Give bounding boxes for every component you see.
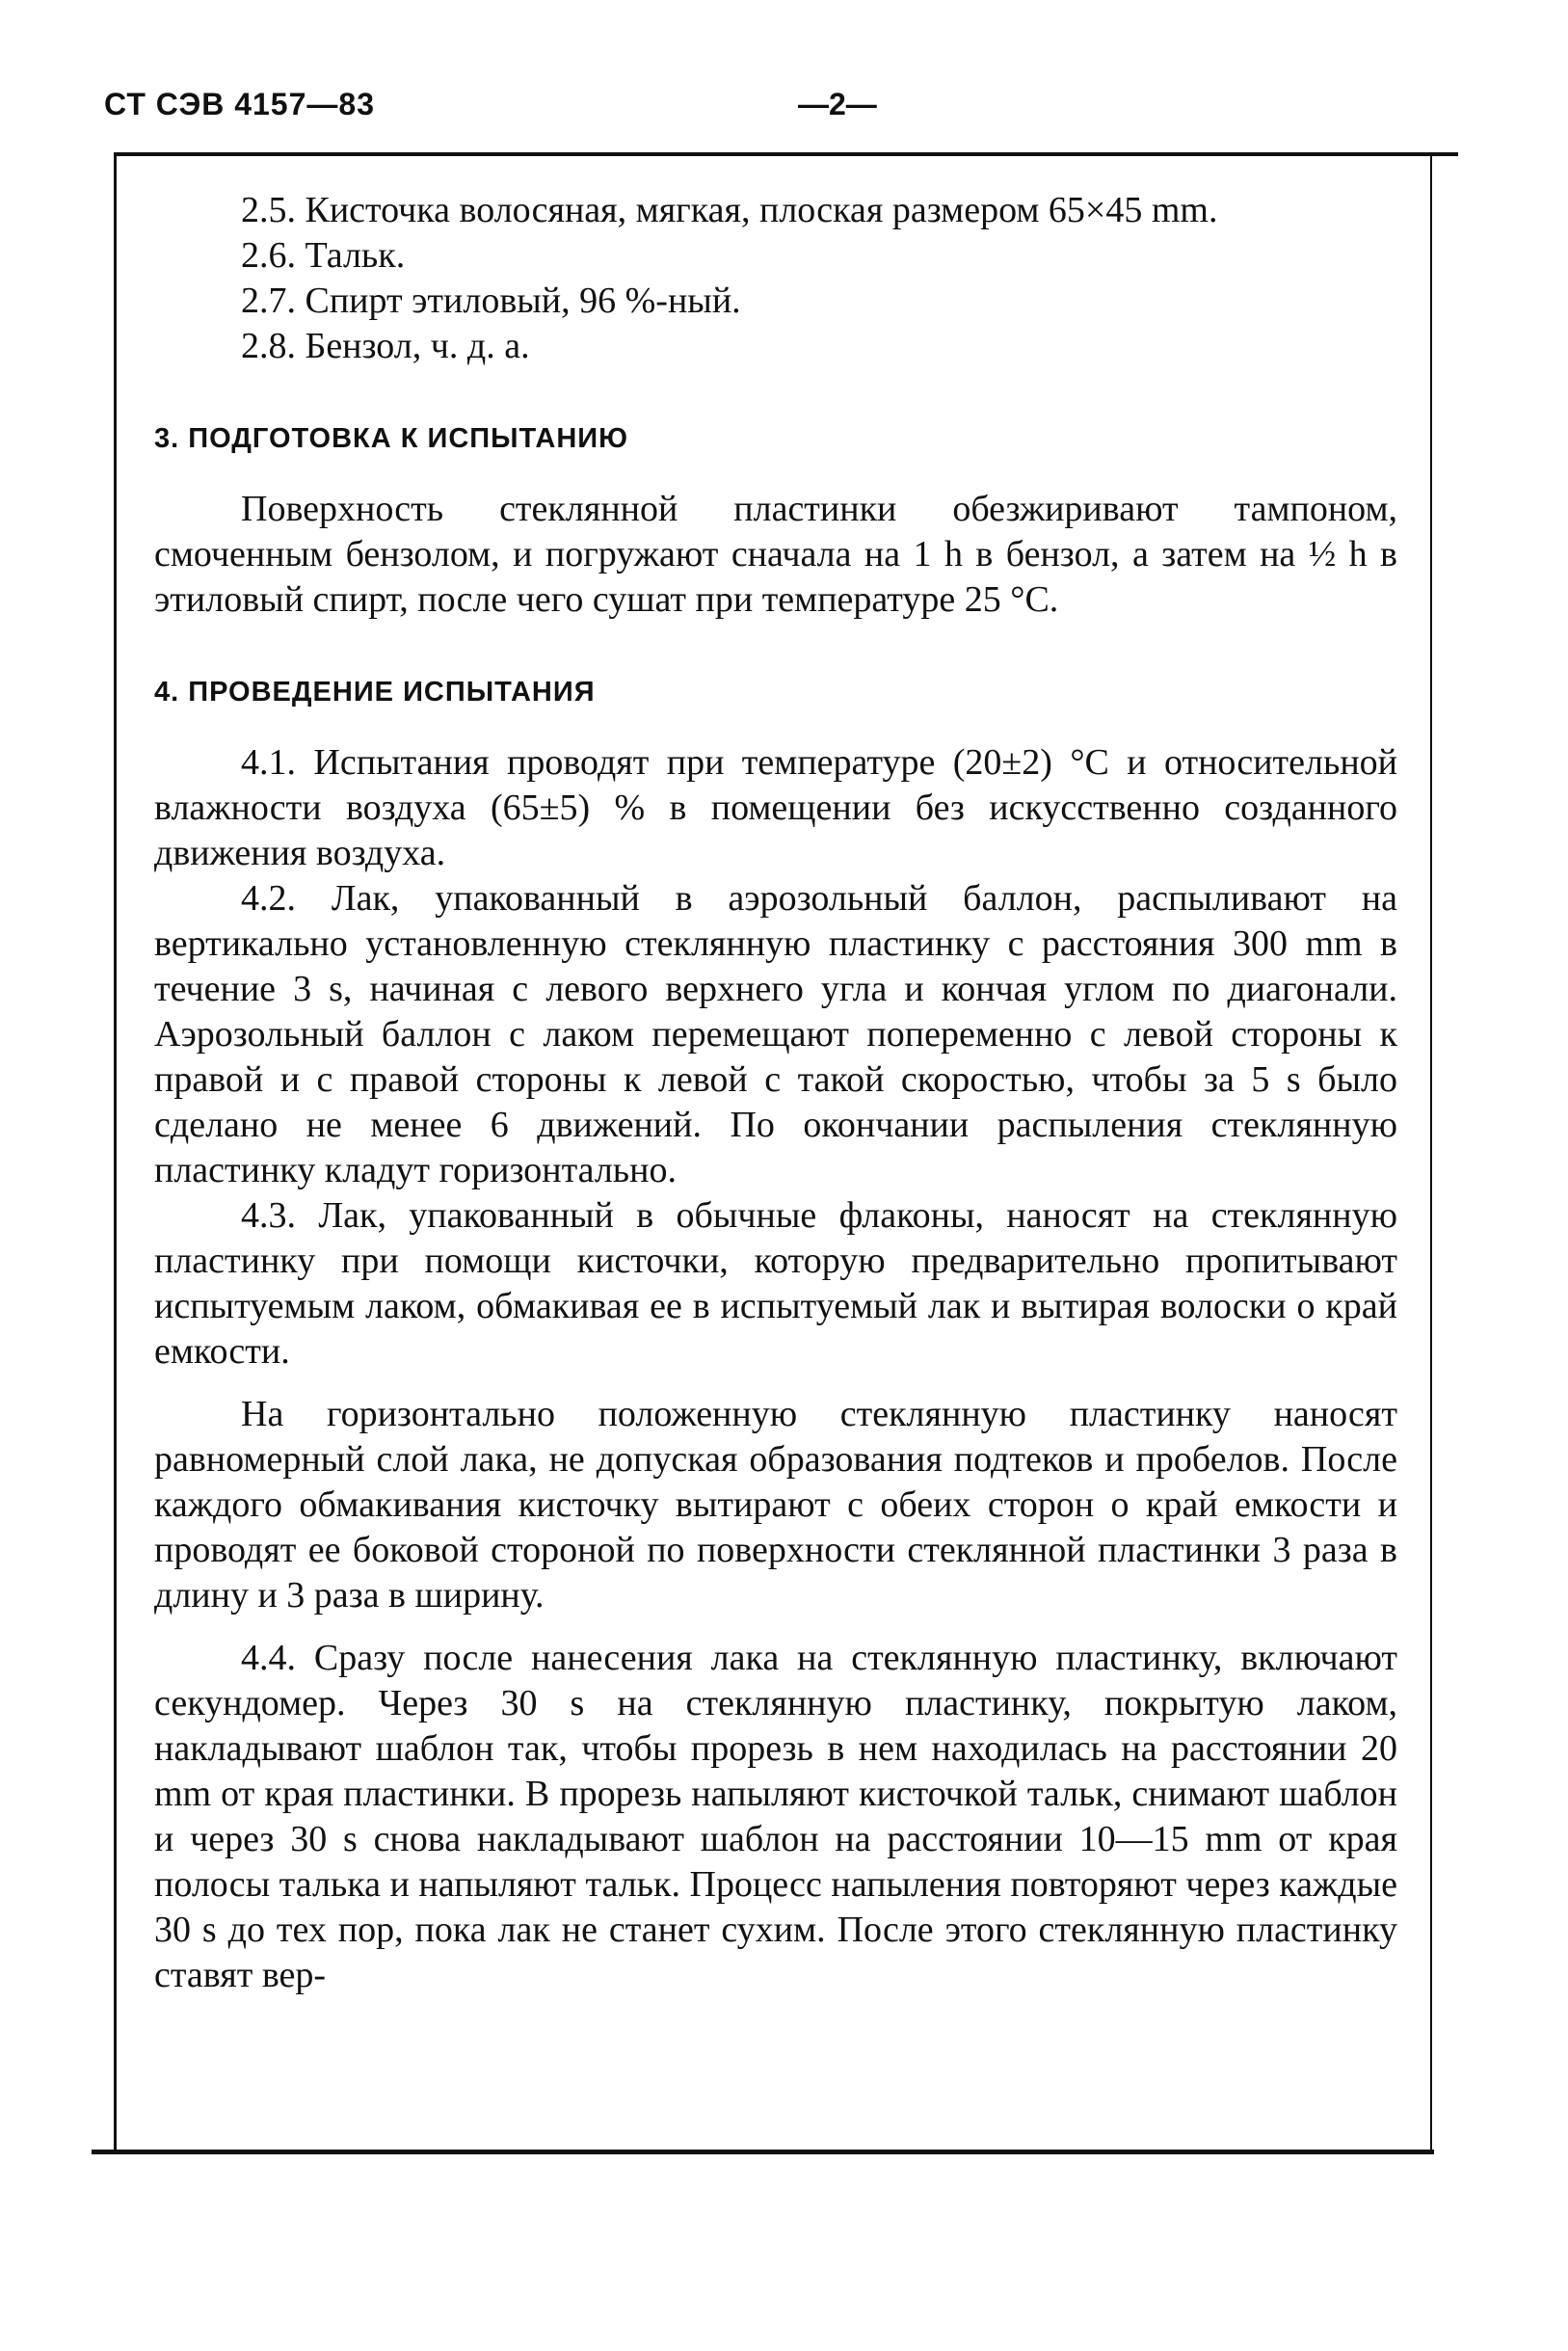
paragraph-gap xyxy=(154,1618,1397,1636)
page-header xyxy=(104,87,1434,135)
document-code: СТ СЭВ 4157—83 xyxy=(104,87,375,121)
section-3-heading: 3. ПОДГОТОВКА К ИСПЫТАНИЮ xyxy=(154,423,629,454)
item-2-6: 2.6. Тальк. xyxy=(241,235,406,276)
paragraph-4-3-continued: На горизонтально положенную стеклянную пластинку наносят равномерный слой лака, не допуская образования подтеков и пробелов. После каждого обмакивания кисточку вытирают с обеих сторон о край емкости и проводят ее боковой стороной по поверхности стеклянной пластинки 3 раза в длину и 3 раза в ширину. xyxy=(154,1394,1397,1616)
frame-bottom-rule xyxy=(92,2150,1434,2154)
paragraph-4-4: 4.4. Сразу после нанесения лака на стеклянную пластинку, включают секундомер. Через 30 s на стеклянную пластинку, покрытую лаком, накладывают шаблон так, чтобы прорезь в нем находилась на расстоянии 20 mm от края пластинки. В прорезь напыляют кисточкой тальк, снимают шаблон и через 30 s снова накладывают шаблон на расстоянии 10—15 mm от края полосы талька и напыляют тальк. Процесс напыления повторяют через каждые 30 s до тех пор, пока лак не станет сухим. После этого стеклянную пластинку ставят вер- xyxy=(154,1638,1397,1995)
paragraph-4-3: 4.3. Лак, упакованный в обычные флаконы, наносят на стеклянную пластинку при помощи кисточки, которую предварительно пропитывают испытуемым лаком, обмакивая ее в испытуемый лак и вытирая волоски о край емкости. xyxy=(154,1195,1397,1372)
section-4-heading: 4. ПРОВЕДЕНИЕ ИСПЫТАНИЯ xyxy=(154,677,596,708)
item-2-8: 2.8. Бензол, ч. д. а. xyxy=(241,326,530,366)
section-3-text: Поверхность стеклянной пластинки обезжиривают тампоном, смоченным бензолом, и погружают сначала на 1 h в бензол, а затем на ½ h в этиловый спирт, после чего сушат при температуре 25 °C. xyxy=(154,489,1397,620)
paragraph-4-1: 4.1. Испытания проводят при температуре (20±2) °C и относительной влажности воздуха (65±5) % в помещении без искусственно созданного движения воздуха. xyxy=(154,742,1397,873)
page-number: —2— xyxy=(798,87,877,121)
paragraph-gap xyxy=(154,1375,1397,1392)
page-body xyxy=(154,188,1397,1998)
item-2-7: 2.7. Спирт этиловый, 96 %-ный. xyxy=(241,281,741,321)
paragraph-4-2: 4.2. Лак, упакованный в аэрозольный баллон, распыливают на вертикально установленную стеклянную пластинку с расстояния 300 mm в течение 3 s, начиная с левого верхнего угла и кончая углом по диагонали. Аэрозольный баллон с лаком перемещают попеременно с левой стороны к правой и с правой стороны к левой с такой скоростью, чтобы за 5 s было сделано не менее 6 движений. По окончании распыления стеклянную пластинку кладут горизонтально. xyxy=(154,878,1397,1190)
item-2-5: 2.5. Кисточка волосяная, мягкая, плоская размером 65×45 mm. xyxy=(241,190,1218,230)
